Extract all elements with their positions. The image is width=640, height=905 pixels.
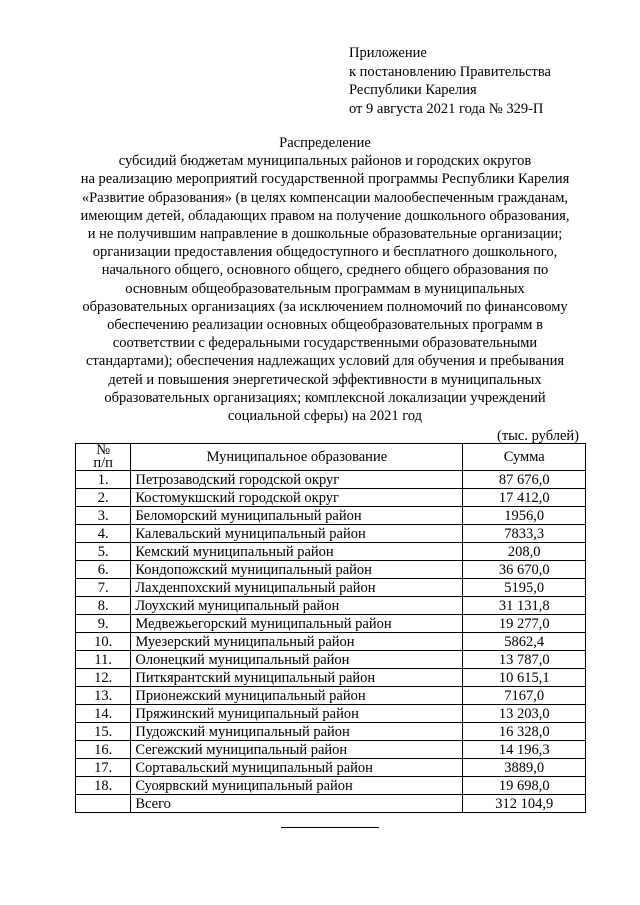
table-row (76, 561, 586, 579)
total-sum: 312 104,9 (463, 795, 586, 813)
table-row (76, 633, 586, 651)
title-line: имеющим детей, обладающих правом на получение дошкольного образования, (80, 207, 570, 224)
appendix-line: от 9 августа 2021 года № 329-П (349, 100, 544, 117)
row-number: 1. (76, 471, 131, 489)
row-number: 15. (76, 723, 131, 741)
appendix-line: к постановлению Правительства (349, 63, 551, 80)
row-number: 13. (76, 687, 131, 705)
row-number: 3. (76, 507, 131, 525)
row-number: 6. (76, 561, 131, 579)
appendix-header (349, 44, 551, 118)
row-municipality: Сегежский муниципальный район (131, 741, 463, 759)
table-row (76, 777, 586, 795)
row-sum: 16 328,0 (463, 723, 586, 741)
row-municipality: Кондопожский муниципальный район (131, 561, 463, 579)
row-number: 5. (76, 543, 131, 561)
title-line: образовательных организациях; комплексной локализации учреждений (104, 389, 546, 406)
row-municipality: Беломорский муниципальный район (131, 507, 463, 525)
row-sum: 14 196,3 (463, 741, 586, 759)
table-row (76, 579, 586, 597)
row-municipality: Медвежьегорский муниципальный район (131, 615, 463, 633)
row-municipality: Питкярантский муниципальный район (131, 669, 463, 687)
document-title (60, 134, 590, 425)
row-municipality: Прионежский муниципальный район (131, 687, 463, 705)
appendix-line: Приложение (349, 45, 427, 61)
table-row (76, 759, 586, 777)
end-divider (281, 827, 379, 828)
row-municipality: Лахденпохский муниципальный район (131, 579, 463, 597)
row-sum: 31 131,8 (463, 597, 586, 615)
title-line: социальной сферы) на 2021 год (227, 408, 423, 425)
table-row (76, 543, 586, 561)
table-row (76, 489, 586, 507)
row-number: 9. (76, 615, 131, 633)
row-number: 12. (76, 669, 131, 687)
header-municipality: Муниципальное образование (131, 444, 463, 471)
row-sum: 36 670,0 (463, 561, 586, 579)
row-sum: 208,0 (463, 543, 586, 561)
row-municipality: Калевальский муниципальный район (131, 525, 463, 543)
table-row (76, 705, 586, 723)
table-row (76, 687, 586, 705)
title-line: субсидий бюджетам муниципальных районов и городских округов (118, 153, 532, 170)
row-number: 10. (76, 633, 131, 651)
title-line: образовательных организациях (за исключением полномочий по финансовому (82, 298, 568, 315)
distribution-table (75, 443, 586, 813)
row-municipality: Кемский муниципальный район (131, 543, 463, 561)
row-municipality: Пряжинский муниципальный район (131, 705, 463, 723)
header-number-abbr: п/п (93, 455, 113, 471)
row-sum: 7833,3 (463, 525, 586, 543)
header-number (76, 444, 131, 471)
table-row (76, 471, 586, 489)
table-row (76, 597, 586, 615)
title-line: стандартами); обеспечения надлежащих условий для обучения и пребывания (85, 353, 565, 370)
row-sum: 5195,0 (463, 579, 586, 597)
appendix-line: Республики Карелия (349, 82, 477, 98)
title-line: и не получившим направление в дошкольные образовательные организации; (87, 226, 563, 243)
table-row (76, 507, 586, 525)
row-sum: 10 615,1 (463, 669, 586, 687)
row-number: 14. (76, 705, 131, 723)
row-number: 16. (76, 741, 131, 759)
title-line: на реализацию мероприятий государственной программы Республики Карелия (80, 171, 570, 188)
row-number: 17. (76, 759, 131, 777)
row-number: 11. (76, 651, 131, 669)
row-sum: 13 203,0 (463, 705, 586, 723)
title-line: детей и повышения энергетической эффективности в муниципальных (108, 371, 542, 388)
row-number: 2. (76, 489, 131, 507)
row-municipality: Костомукшский городской округ (131, 489, 463, 507)
row-sum: 7167,0 (463, 687, 586, 705)
row-number: 7. (76, 579, 131, 597)
row-sum: 19 698,0 (463, 777, 586, 795)
title-line: обеспечению реализации основных общеобразовательных программ в (107, 317, 543, 334)
table-row (76, 669, 586, 687)
table-row (76, 615, 586, 633)
row-municipality: Муезерский муниципальный район (131, 633, 463, 651)
row-municipality: Лоухский муниципальный район (131, 597, 463, 615)
row-municipality: Сортавальский муниципальный район (131, 759, 463, 777)
row-sum: 19 277,0 (463, 615, 586, 633)
row-sum: 87 676,0 (463, 471, 586, 489)
row-municipality: Петрозаводский городской округ (131, 471, 463, 489)
title-line: начального общего, основного общего, среднего общего образования по (101, 262, 549, 279)
row-number: 8. (76, 597, 131, 615)
row-sum: 3889,0 (463, 759, 586, 777)
title-line: основным общеобразовательным программам в муниципальных (125, 280, 525, 297)
title-line: организации предоставления общедоступного и бесплатного дошкольного, (92, 244, 558, 261)
row-municipality: Суоярвский муниципальный район (131, 777, 463, 795)
units-label: (тыс. рублей) (497, 428, 579, 444)
row-municipality: Олонецкий муниципальный район (131, 651, 463, 669)
row-sum: 1956,0 (463, 507, 586, 525)
row-sum: 17 412,0 (463, 489, 586, 507)
row-municipality: Пудожский муниципальный район (131, 723, 463, 741)
table-row (76, 525, 586, 543)
header-sum: Сумма (463, 444, 586, 471)
row-sum: 5862,4 (463, 633, 586, 651)
title-line: соответствии с федеральными государственными образовательными (112, 335, 538, 352)
title-line: «Развитие образования» (в целях компенсации малообеспеченным гражданам, (81, 189, 569, 206)
title-line: Распределение (279, 135, 371, 151)
row-number: 4. (76, 525, 131, 543)
table-row (76, 723, 586, 741)
table-header-row (76, 444, 586, 471)
table-row (76, 741, 586, 759)
table-row (76, 651, 586, 669)
row-number: 18. (76, 777, 131, 795)
row-sum: 13 787,0 (463, 651, 586, 669)
table-total-row (76, 795, 586, 813)
header-number-sign: № (96, 442, 111, 458)
total-number-cell (76, 795, 131, 813)
table-body (76, 471, 586, 795)
total-label: Всего (131, 795, 463, 813)
